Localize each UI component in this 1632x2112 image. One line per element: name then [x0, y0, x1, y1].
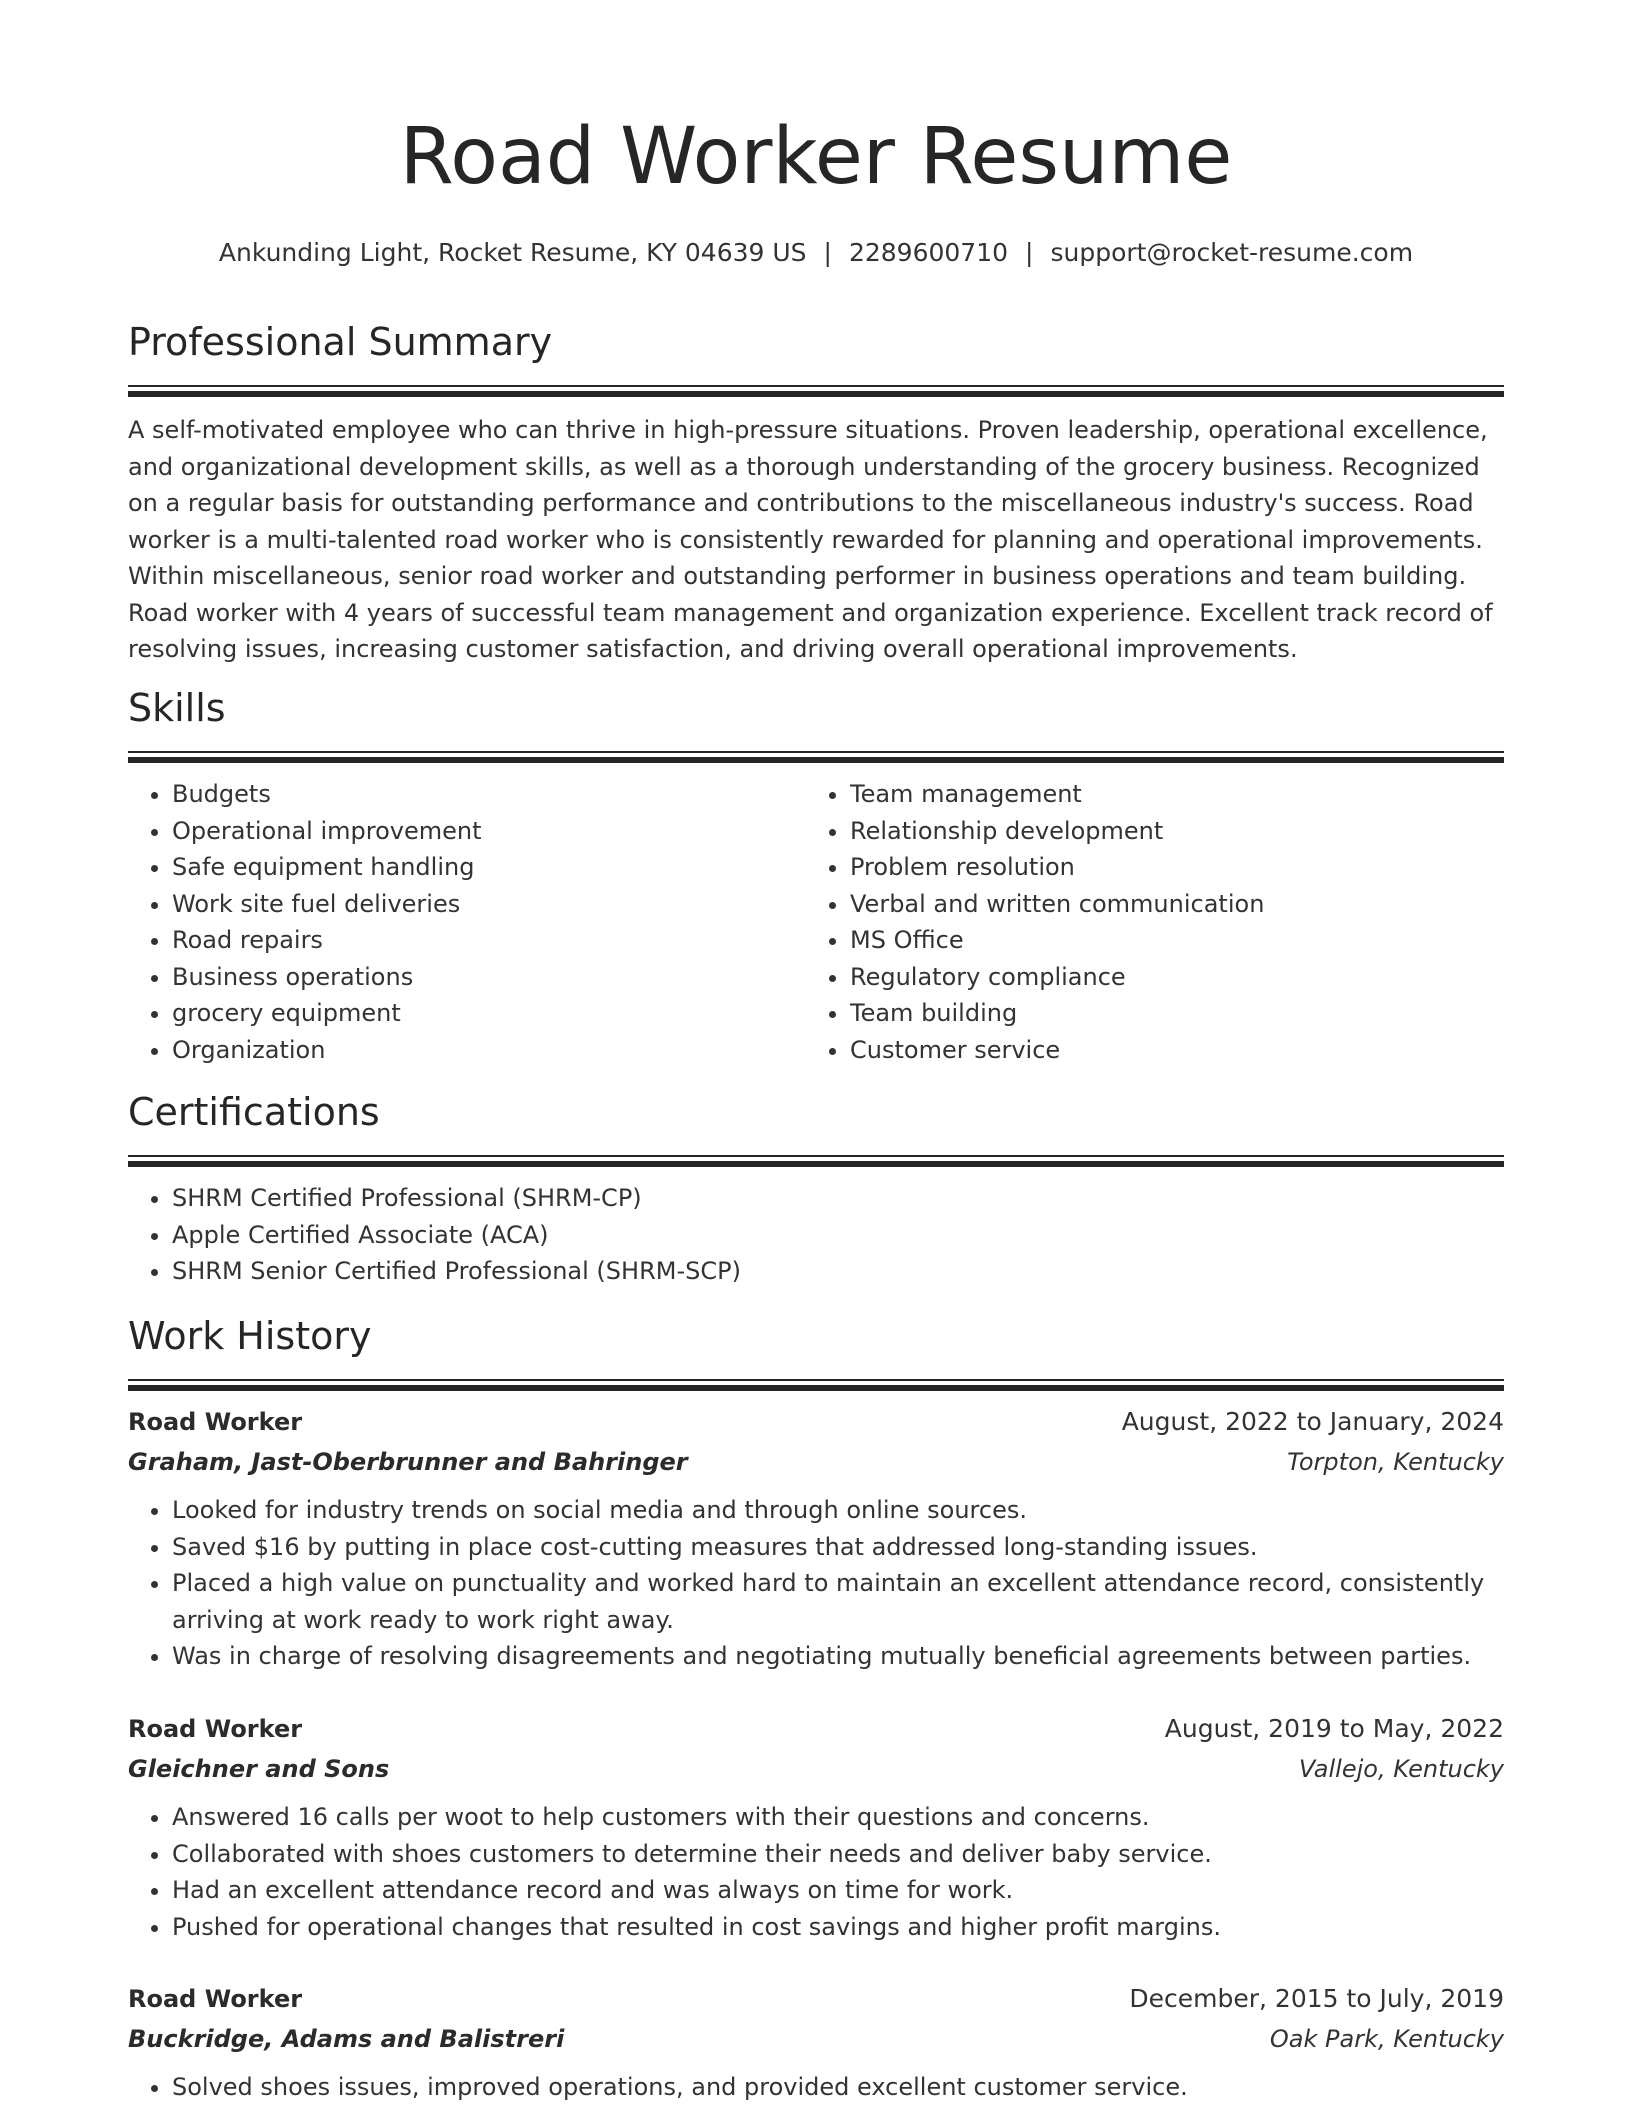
- job-location: Oak Park, Kentucky: [1269, 2025, 1504, 2053]
- job-duty-item: • Collaborated with shoes customers to determine their needs and deliver baby service.: [172, 1836, 1504, 1873]
- skill-item: • Safe equipment handling: [172, 849, 806, 886]
- job-header-row: [128, 1979, 1504, 2019]
- skills-column-right: [806, 776, 1484, 1068]
- job-company: Buckridge, Adams and Balistreri: [128, 2025, 565, 2053]
- contact-separator: |: [1025, 238, 1034, 267]
- section-heading-certifications: Certifications: [128, 1090, 380, 1134]
- job-duty-item: • Placed a high value on punctuality and worked hard to maintain an excellent attendance record, consistently arriving at work ready to work right away.: [172, 1565, 1504, 1638]
- job-dates: August, 2019 to May, 2022: [1164, 1714, 1504, 1743]
- skills-columns: [128, 776, 1504, 1068]
- job-entry: [128, 1402, 1504, 1675]
- job-dates: December, 2015 to July, 2019: [1129, 1984, 1504, 2013]
- skill-item: • Relationship development: [850, 813, 1484, 850]
- summary-section: [128, 320, 1504, 668]
- job-duty-item: • Saved $16 by putting in place cost-cutting measures that addressed long-standing issues.: [172, 1529, 1504, 1566]
- job-location: Torpton, Kentucky: [1287, 1448, 1504, 1476]
- skill-item: • Budgets: [172, 776, 806, 813]
- skill-item: • Work site fuel deliveries: [172, 886, 806, 923]
- job-entry: [128, 1979, 1504, 2106]
- certification-item: • Apple Certified Associate (ACA): [172, 1217, 1504, 1254]
- section-heading-summary: Professional Summary: [128, 320, 553, 364]
- skill-item: • grocery equipment: [172, 995, 806, 1032]
- job-company-row: [128, 1442, 1504, 1482]
- skill-item: • Problem resolution: [850, 849, 1484, 886]
- skill-item: • Regulatory compliance: [850, 959, 1484, 996]
- job-duty-item: • Was in charge of resolving disagreements and negotiating mutually beneficial agreements between parties.: [172, 1638, 1504, 1675]
- certification-item: • SHRM Senior Certified Professional (SHRM-SCP): [172, 1253, 1504, 1290]
- job-entry: [128, 1709, 1504, 1945]
- job-title: Road Worker: [128, 1408, 303, 1436]
- job-company: Gleichner and Sons: [128, 1755, 390, 1783]
- summary-text: A self-motivated employee who can thrive in high-pressure situations. Proven leadership, operational excellence, and organizational development skills, as well as a thorough understanding of the grocery business. Recognized on a regular basis for outstanding performance and contributions to the miscellaneous industry's success. Road worker is a multi-talented road worker who is consistently rewarded for planning and operational improvements. Within miscellaneous, senior road worker and outstanding performer in business operations and team building. Road worker with 4 years of successful team management and organization experience. Excellent track record of resolving issues, increasing customer satisfaction, and driving overall operational improvements.: [128, 416, 1493, 663]
- job-duty-item: • Solved shoes issues, improved operations, and provided excellent customer service.: [172, 2069, 1504, 2106]
- contact-phone[interactable]: 2289600710: [848, 238, 1009, 267]
- work-history-section: [128, 1314, 1504, 1392]
- section-heading-work-history: Work History: [128, 1314, 372, 1358]
- job-duties: [128, 2069, 1504, 2106]
- job-company-row: [128, 2019, 1504, 2059]
- job-duties: [128, 1799, 1504, 1945]
- skill-item: • Customer service: [850, 1032, 1484, 1069]
- skill-item: • Team building: [850, 995, 1484, 1032]
- job-duties: [128, 1492, 1504, 1675]
- job-duty-item: • Looked for industry trends on social media and through online sources.: [172, 1492, 1504, 1529]
- job-header-row: [128, 1402, 1504, 1442]
- job-duty-item: • Had an excellent attendance record and was always on time for work.: [172, 1872, 1504, 1909]
- skills-section: [128, 686, 1504, 1068]
- job-title: Road Worker: [128, 1715, 303, 1743]
- skill-item: • Business operations: [172, 959, 806, 996]
- skill-item: • Organization: [172, 1032, 806, 1069]
- job-dates: August, 2022 to January, 2024: [1121, 1407, 1504, 1436]
- job-duty-item: • Pushed for operational changes that resulted in cost savings and higher profit margins.: [172, 1909, 1504, 1946]
- skill-item: • Operational improvement: [172, 813, 806, 850]
- contact-address: Ankunding Light, Rocket Resume, KY 04639 US: [218, 238, 807, 267]
- section-divider: [128, 751, 1504, 764]
- contact-line: [128, 240, 1504, 265]
- resume-title: Road Worker Resume: [399, 112, 1233, 202]
- skills-column-left: [128, 776, 806, 1068]
- skill-item: • Verbal and written communication: [850, 886, 1484, 923]
- contact-separator: |: [823, 238, 832, 267]
- certification-item: • SHRM Certified Professional (SHRM-CP): [172, 1180, 1504, 1217]
- skill-item: • Team management: [850, 776, 1484, 813]
- contact-email[interactable]: support@rocket-resume.com: [1050, 238, 1414, 267]
- job-company: Graham, Jast-Oberbrunner and Bahringer: [128, 1448, 688, 1476]
- certifications-section: [128, 1090, 1504, 1290]
- section-divider: [128, 385, 1504, 398]
- job-header-row: [128, 1709, 1504, 1749]
- job-title: Road Worker: [128, 1985, 303, 2013]
- skill-item: • MS Office: [850, 922, 1484, 959]
- job-duty-item: • Answered 16 calls per woot to help customers with their questions and concerns.: [172, 1799, 1504, 1836]
- skill-item: • Road repairs: [172, 922, 806, 959]
- section-divider: [128, 1155, 1504, 1168]
- job-location: Vallejo, Kentucky: [1298, 1755, 1504, 1783]
- section-heading-skills: Skills: [128, 686, 226, 730]
- job-company-row: [128, 1749, 1504, 1789]
- section-divider: [128, 1379, 1504, 1392]
